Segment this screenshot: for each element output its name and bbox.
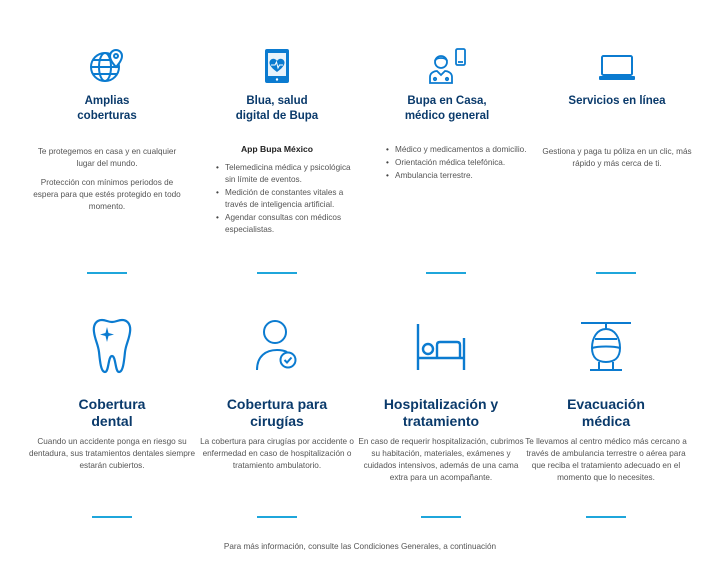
- section-divider: [426, 272, 466, 274]
- benefit-card-amplias-coberturas: [22, 48, 192, 220]
- card-paragraph: Gestiona y paga tu póliza en un clic, más rápido y más cerca de ti.: [542, 147, 692, 168]
- card-paragraph: En caso de requerir hospitalización, cubrimos su habitación, materiales, exámenes y cuidados intensivos, además de una cama extra para un acompañante.: [358, 437, 524, 482]
- card-title-line1: Cobertura: [78, 396, 146, 412]
- section-divider: [92, 516, 132, 518]
- card-title-line1: Amplias: [84, 95, 130, 107]
- person-check-icon: [255, 318, 299, 374]
- card-title-line1: Blua, salud: [246, 95, 308, 107]
- card-title-line1: Cobertura para: [226, 396, 328, 412]
- hospital-bed-icon: [415, 318, 467, 374]
- section-divider: [257, 516, 297, 518]
- list-item: • Orientación médica telefónica.: [384, 157, 528, 169]
- card-paragraph: Te llevamos al centro médico más cercano a través de ambulancia terrestre o aérea para que reciba el tratamiento adecuado en el momento que lo necesites.: [525, 437, 687, 482]
- card-title-line2: tratamiento: [402, 413, 480, 429]
- section-divider: [257, 272, 297, 274]
- card-title-line2: dental: [91, 413, 133, 429]
- helicopter-icon: [580, 318, 632, 374]
- doctor-phone-icon: [427, 48, 467, 84]
- section-divider: [596, 272, 636, 274]
- benefit-card-blua: [192, 48, 362, 237]
- card-subheading: App Bupa México: [240, 144, 314, 154]
- benefit-card-cobertura-dental: [27, 318, 197, 479]
- footer-note: Para más información, consulte las Condiciones Generales, a continuación: [223, 542, 497, 551]
- section-divider: [87, 272, 127, 274]
- benefit-card-hospitalizacion: [356, 318, 526, 491]
- benefit-card-evacuacion-medica: [521, 318, 691, 491]
- benefit-card-bupa-en-casa: [362, 48, 532, 183]
- benefit-card-servicios-en-linea: [532, 48, 702, 177]
- section-divider: [586, 516, 626, 518]
- card-title-line2: médica: [581, 413, 631, 429]
- laptop-icon: [598, 48, 636, 84]
- card-paragraph: Cuando un accidente ponga en riesgo su dentadura, sus tratamientos dentales siempre estarán cubiertos.: [28, 437, 196, 470]
- card-title-line1: Servicios en línea: [568, 95, 666, 107]
- benefit-card-cobertura-cirugias: [192, 318, 362, 479]
- list-item: • Agendar consultas con médicos especialistas.: [214, 212, 356, 236]
- card-title-line1: Evacuación: [567, 396, 645, 412]
- card-title-line2: digital de Bupa: [235, 110, 319, 122]
- feature-list: [214, 162, 356, 236]
- card-title-line1: Hospitalización y: [383, 396, 499, 412]
- card-title-line2: coberturas: [77, 110, 137, 122]
- list-item: • Médico y medicamentos a domicilio.: [384, 144, 528, 156]
- globe-pin-icon: [89, 48, 125, 84]
- tablet-heart-icon: [264, 48, 290, 84]
- card-paragraph: La cobertura para cirugías por accidente o enfermedad en caso de hospitalización o tratamiento ambulatorio.: [200, 437, 354, 470]
- list-item: • Ambulancia terrestre.: [384, 170, 528, 182]
- section-divider: [421, 516, 461, 518]
- tooth-icon: [92, 318, 132, 374]
- card-paragraph: Te protegemos en casa y en cualquier lugar del mundo.: [37, 147, 177, 168]
- list-item: • Telemedicina médica y psicológica sin límite de eventos.: [214, 162, 356, 186]
- card-title-line1: Bupa en Casa,: [407, 95, 487, 107]
- card-title-line2: médico general: [404, 110, 490, 122]
- card-title-line2: cirugías: [250, 413, 304, 429]
- feature-list: [384, 144, 528, 182]
- list-item: • Medición de constantes vitales a través de inteligencia artificial.: [214, 187, 356, 211]
- card-paragraph: Protección con mínimos periodos de espera para que estés protegido en todo momento.: [33, 178, 181, 211]
